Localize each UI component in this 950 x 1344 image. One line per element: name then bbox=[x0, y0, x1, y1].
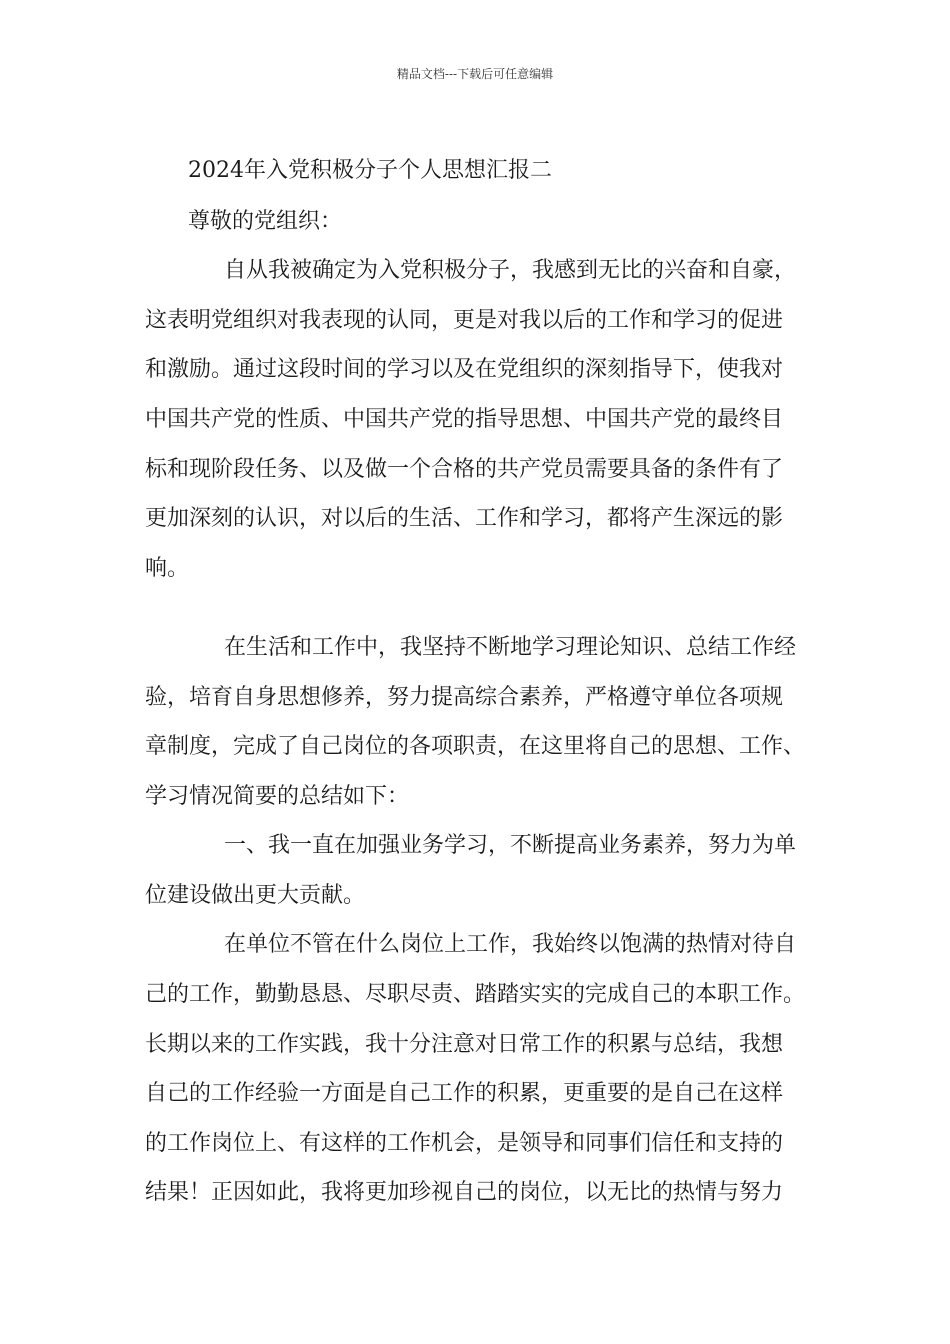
body-line: 更加深刻的认识，对以后的生活、工作和学习，都将产生深远的影 bbox=[145, 506, 784, 531]
body-line: 验，培育自身思想修养，努力提高综合素养，严格遵守单位各项规 bbox=[145, 685, 784, 710]
body-line: 长期以来的工作实践，我十分注意对日常工作的积累与总结，我想 bbox=[145, 1032, 784, 1057]
body-line: 一、我一直在加强业务学习，不断提高业务素养，努力为单 bbox=[224, 833, 797, 858]
body-line: 在单位不管在什么岗位上工作，我始终以饱满的热情对待自 bbox=[224, 932, 797, 957]
body-line: 己的工作，勤勤恳恳、尽职尽责、踏踏实实的完成自己的本职工作。 bbox=[145, 982, 806, 1007]
body-line: 章制度，完成了自己岗位的各项职责，在这里将自己的思想、工作、 bbox=[145, 734, 806, 759]
document-title: 2024年入党积极分子个人思想汇报二 bbox=[188, 158, 552, 183]
body-line: 这表明党组织对我表现的认同，更是对我以后的工作和学习的促进 bbox=[145, 308, 784, 333]
body-line: 在生活和工作中，我坚持不断地学习理论知识、总结工作经 bbox=[224, 635, 797, 660]
body-line: 中国共产党的性质、中国共产党的指导思想、中国共产党的最终目 bbox=[145, 407, 784, 432]
salutation: 尊敬的党组织： bbox=[188, 209, 343, 234]
body-line: 自从我被确定为入党积极分子，我感到无比的兴奋和自豪， bbox=[224, 258, 797, 283]
body-line: 的工作岗位上、有这样的工作机会，是领导和同事们信任和支持的 bbox=[145, 1131, 784, 1156]
body-line: 自己的工作经验一方面是自己工作的积累，更重要的是自己在这样 bbox=[145, 1081, 784, 1106]
body-line: 和激励。通过这段时间的学习以及在党组织的深刻指导下，使我对 bbox=[145, 357, 784, 382]
body-line: 响。 bbox=[145, 556, 190, 581]
header-note: 精品文档---下载后可任意编辑 bbox=[396, 67, 554, 81]
body-line: 位建设做出更大贡献。 bbox=[145, 883, 366, 908]
body-line: 标和现阶段任务、以及做一个合格的共产党员需要具备的条件有了 bbox=[145, 457, 784, 482]
body-line: 学习情况简要的总结如下： bbox=[145, 784, 410, 809]
body-line: 结果！正因如此，我将更加珍视自己的岗位，以无比的热情与努力 bbox=[145, 1180, 784, 1205]
